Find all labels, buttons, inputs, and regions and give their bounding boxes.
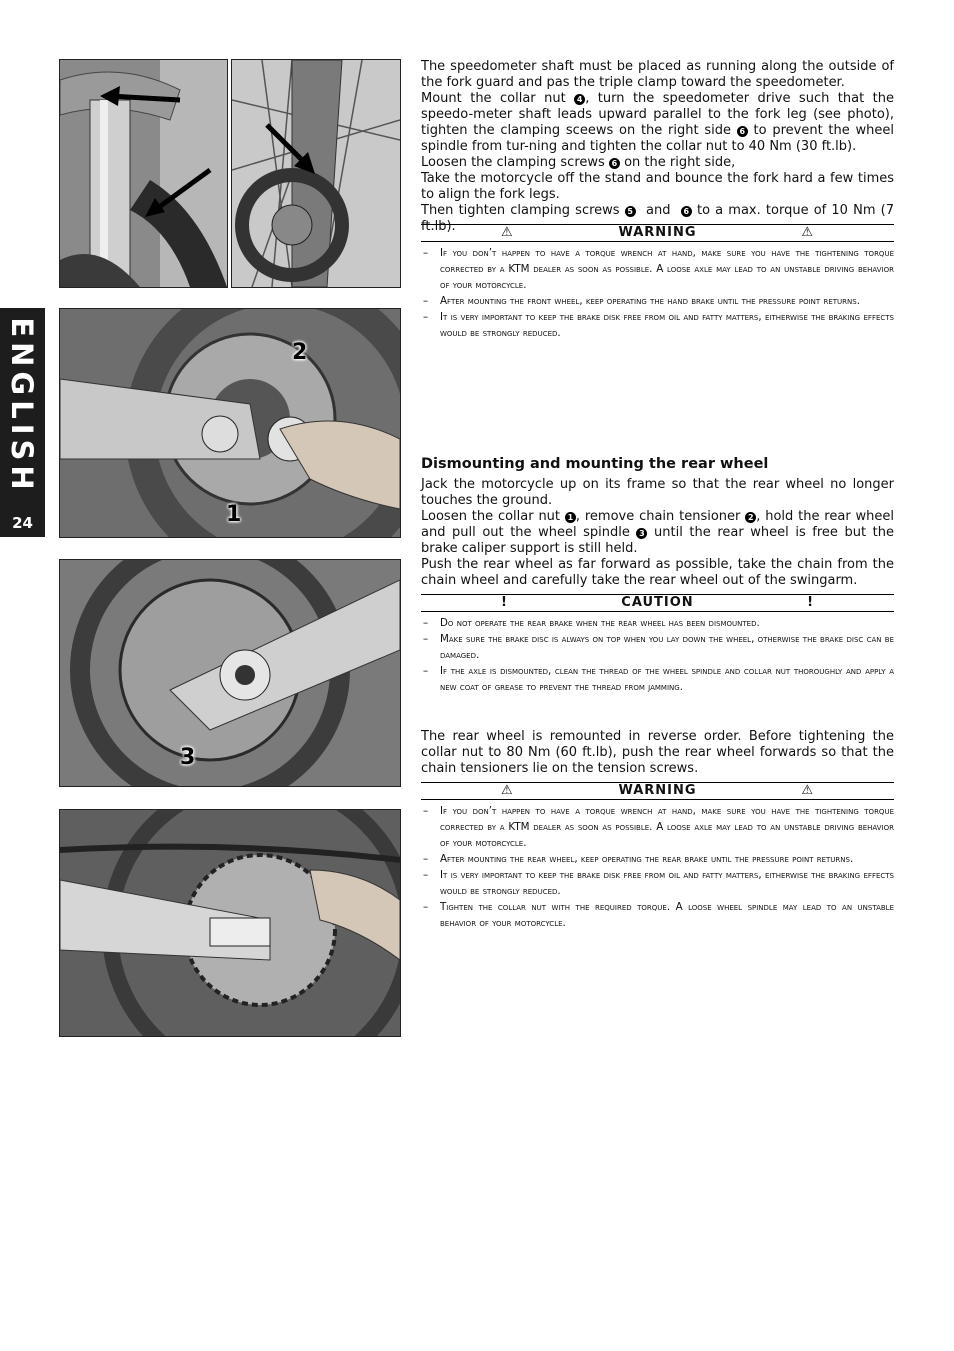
- paragraph: Loosen the clamping screws 6 on the right side,: [421, 155, 736, 170]
- list-item: – Do not operate the rear brake when the rear wheel has been dismounted.: [421, 615, 894, 631]
- callout-2: 2: [292, 340, 308, 365]
- caution-icon: !: [807, 595, 814, 610]
- paragraph: The speedometer shaft must be placed as running along the outside of the fork guard and pas the triple clamp toward the speedometer.: [421, 59, 894, 90]
- warning-title: WARNING: [618, 225, 697, 240]
- section-heading: Dismounting and mounting the rear wheel: [421, 456, 769, 472]
- paragraph: Push the rear wheel as far forward as possible, take the chain from the chain wheel and carefully take the rear wheel out of the swingarm.: [421, 557, 894, 588]
- paragraph: Loosen the collar nut 1 , remove chain tensioner 2 , hold the rear wheel and pull out the wheel spindle 3 until the rear wheel is free but the brake caliper support is still held.: [421, 509, 894, 556]
- callout-3: 3: [180, 745, 196, 770]
- language-tab: [0, 308, 45, 537]
- warning-title: WARNING: [618, 783, 697, 798]
- language-label: ENGLISH: [5, 317, 39, 495]
- remount-instructions: [421, 729, 894, 777]
- bullet-number: 2: [745, 512, 756, 523]
- caution-banner: [421, 594, 894, 612]
- paragraph: Then tighten clamping screws 5 and 6 to a max. torque of 10 Nm (7 ft.lb).: [421, 203, 894, 234]
- rear-wheel-instructions: [421, 477, 894, 589]
- warning-icon: ⚠: [501, 783, 514, 798]
- list-item: – If you don’t happen to have a torque wrench at hand, make sure you have the tightening torque corrected by a KTM dealer as soon as possible. A loose axle may lead to an unstable driving behavior of your motorcycle.: [421, 245, 894, 293]
- photo-front-fork: [59, 59, 228, 288]
- paragraph: The rear wheel is remounted in reverse order. Before tightening the collar nut to 80 Nm (60 ft.lb), push the rear wheel forwards so that the chain tensioners lie on the tension screws.: [421, 729, 894, 776]
- paragraph: Take the motorcycle off the stand and bounce the fork hard a few times to align the fork legs.: [421, 171, 894, 202]
- bullet-number: 5: [625, 206, 636, 217]
- paragraph: Jack the motorcycle up on its frame so that the rear wheel no longer touches the ground.: [421, 477, 894, 508]
- list-item: – Make sure the brake disc is always on top when you lay down the wheel, otherwise the brake disc can be damaged.: [421, 631, 894, 663]
- bullet-number: 1: [565, 512, 576, 523]
- bullet-number: 6: [737, 126, 748, 137]
- warning-icon: ⚠: [801, 225, 814, 240]
- caution-notes: [421, 615, 894, 695]
- page-number: 24: [12, 514, 33, 532]
- warning-banner: [421, 782, 894, 800]
- caution-icon: !: [501, 595, 508, 610]
- bullet-number: 4: [574, 94, 585, 105]
- photo-rear-wheel-swingarm: [59, 809, 401, 1037]
- photo-wheel-spindle: [59, 559, 401, 787]
- list-item: – It is very important to keep the brake disk free from oil and fatty matters, eitherwise the braking effects would be strongly reduced.: [421, 867, 894, 899]
- warning-icon: ⚠: [801, 783, 814, 798]
- bullet-number: 6: [681, 206, 692, 217]
- bullet-number: 3: [636, 528, 647, 539]
- paragraph: Mount the collar nut 4 , turn the speedometer drive such that the speedo-meter shaft leads upward parallel to the fork leg (see photo), tighten the clamping sceews on the right side 6 to prevent the wheel spindle from tur-ning and tighten the collar nut to 40 Nm (30 ft.lb).: [421, 91, 895, 154]
- warning-notes: [421, 803, 894, 931]
- photo-speedometer-drive: [231, 59, 401, 288]
- list-item: – If the axle is dismounted, clean the thread of the wheel spindle and collar nut thoroughly and apply a new coat of grease to prevent the thread from jamming.: [421, 663, 894, 695]
- list-item: – After mounting the rear wheel, keep operating the rear brake until the pressure point returns.: [421, 851, 894, 867]
- caution-title: CAUTION: [621, 595, 694, 610]
- callout-1: 1: [226, 502, 242, 527]
- list-item: – After mounting the front wheel, keep operating the hand brake until the pressure point returns.: [421, 293, 894, 309]
- warning-icon: ⚠: [501, 225, 514, 240]
- list-item: – If you don’t happen to have a torque wrench at hand, make sure you have the tightening torque corrected by a KTM dealer as soon as possible. A loose axle may lead to an unstable driving behavior of your motorcycle.: [421, 803, 894, 851]
- list-item: – Tighten the collar nut with the required torque. A loose wheel spindle may lead to an unstable behavior of your motorcycle.: [421, 899, 894, 931]
- front-wheel-instructions: [421, 59, 894, 235]
- warning-notes: [421, 245, 894, 341]
- list-item: – It is very important to keep the brake disk free from oil and fatty matters, eitherwise the braking effects would be strongly reduced.: [421, 309, 894, 341]
- bullet-number: 6: [609, 158, 620, 169]
- warning-banner: [421, 224, 894, 242]
